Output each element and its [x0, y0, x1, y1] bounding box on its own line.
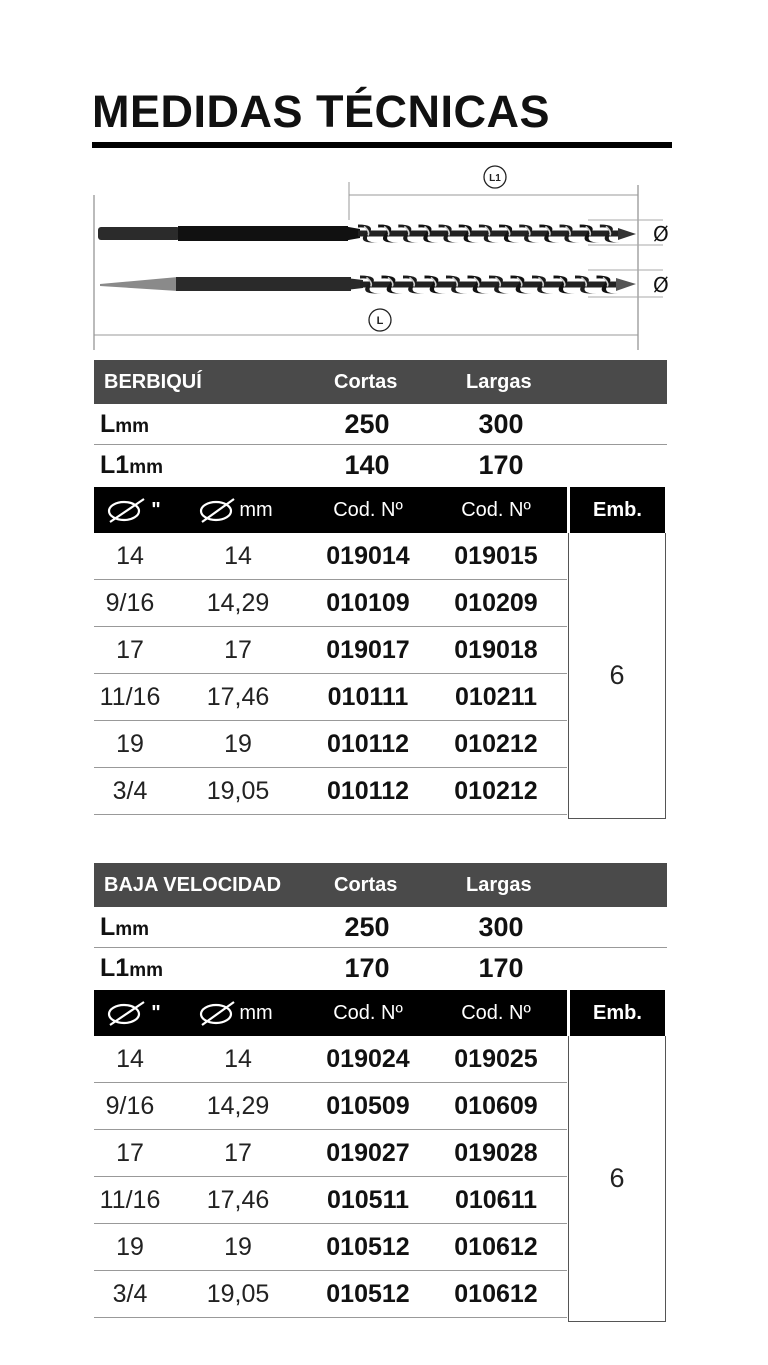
table-row	[94, 1224, 567, 1271]
inch-cell: 14	[116, 542, 144, 570]
upper-bit-neck	[343, 226, 360, 241]
emb-cell: 6	[568, 1036, 666, 1322]
diameter-icon	[106, 999, 150, 1027]
mm-cell: 14	[224, 1045, 252, 1073]
col-header-long: Largas	[466, 371, 532, 393]
mm-cell: 14,29	[206, 1092, 270, 1120]
table-row	[94, 627, 567, 674]
column-headers	[94, 990, 667, 1036]
code-long-cell: 010212	[454, 777, 538, 805]
column-headers	[94, 487, 667, 533]
code-long-cell: 010612	[454, 1233, 538, 1261]
table-row	[94, 1036, 567, 1083]
code-long-cell: 019015	[454, 542, 538, 570]
inch-header: "	[151, 499, 161, 521]
mm-header: mm	[239, 499, 273, 521]
mm-cell: 19,05	[206, 777, 270, 805]
mm-cell: 14	[224, 542, 252, 570]
code-short-cell: 010112	[326, 777, 410, 805]
table-row	[94, 533, 567, 580]
code-long-cell: 010611	[454, 1186, 538, 1214]
upper-bit-tip	[618, 228, 636, 240]
lower-bit-shank	[176, 277, 351, 291]
l1-label: L1mm	[100, 954, 163, 982]
code-long-header: Cod. Nº	[461, 499, 531, 521]
berbiqui-table	[94, 360, 667, 815]
lower-diameter-symbol: Ø	[653, 273, 669, 297]
inch-cell: 9/16	[105, 589, 155, 617]
inch-cell: 11/16	[99, 683, 161, 711]
code-short-cell: 019024	[326, 1045, 410, 1073]
upper-bit-shank-end	[98, 227, 180, 240]
drill-bit-diagram	[88, 160, 688, 355]
code-short-cell: 010109	[326, 589, 410, 617]
length-long: 300	[478, 912, 524, 942]
code-long-cell: 019028	[454, 1139, 538, 1167]
l1-row	[94, 445, 667, 485]
table-title: BAJA VELOCIDAD	[104, 874, 282, 896]
inch-cell: 17	[116, 636, 144, 664]
emb-cell: 6	[568, 533, 666, 819]
diameter-icon	[106, 496, 150, 524]
code-long-cell: 019025	[454, 1045, 538, 1073]
table-body	[94, 533, 667, 815]
code-short-cell: 010511	[326, 1186, 410, 1214]
mm-cell: 19	[224, 730, 252, 758]
mm-cell: 14,29	[206, 589, 270, 617]
code-long-cell: 010209	[454, 589, 538, 617]
length-label: Lmm	[100, 410, 150, 438]
col-header-long: Largas	[466, 874, 532, 896]
length-row	[94, 907, 667, 948]
code-short-cell: 010111	[327, 683, 409, 711]
code-long-cell: 019018	[454, 636, 538, 664]
table-header	[94, 360, 667, 404]
code-short-header: Cod. Nº	[333, 1002, 403, 1024]
upper-bit-shank	[178, 226, 348, 241]
code-short-cell: 010112	[326, 730, 410, 758]
inch-cell: 19	[116, 1233, 144, 1261]
table-row	[94, 580, 567, 627]
table-row	[94, 768, 567, 815]
l1-long: 170	[478, 450, 524, 480]
code-short-header: Cod. Nº	[333, 499, 403, 521]
table-row	[94, 721, 567, 768]
code-short-cell: 010512	[326, 1233, 410, 1261]
inch-cell: 17	[116, 1139, 144, 1167]
mm-header: mm	[239, 1002, 273, 1024]
baja-velocidad-table	[94, 863, 667, 1318]
code-short-cell: 019014	[326, 542, 410, 570]
table-header	[94, 863, 667, 907]
title-underline	[92, 142, 672, 148]
inch-cell: 9/16	[105, 1092, 155, 1120]
code-long-header: Cod. Nº	[461, 1002, 531, 1024]
length-long: 300	[478, 409, 524, 439]
mm-cell: 17,46	[206, 1186, 270, 1214]
diameter-icon	[198, 999, 238, 1027]
l1-callout-label: L1	[489, 173, 501, 184]
mm-cell: 17	[224, 636, 252, 664]
emb-header: Emb.	[570, 487, 665, 533]
code-long-cell: 010212	[454, 730, 538, 758]
code-long-cell: 010211	[454, 683, 538, 711]
length-short: 250	[344, 912, 390, 942]
mm-cell: 17,46	[206, 683, 270, 711]
length-label: Lmm	[100, 913, 150, 941]
code-short-cell: 019017	[326, 636, 410, 664]
table-row	[94, 1130, 567, 1177]
l1-label: L1mm	[100, 451, 163, 479]
table-row	[94, 674, 567, 721]
code-short-cell: 010509	[326, 1092, 410, 1120]
table-title: BERBIQUÍ	[104, 371, 202, 393]
inch-cell: 3/4	[112, 1280, 148, 1308]
length-short: 250	[344, 409, 390, 439]
lower-bit-spiral	[360, 276, 618, 294]
code-long-cell: 010609	[454, 1092, 538, 1120]
code-short-cell: 019027	[326, 1139, 410, 1167]
l1-row	[94, 948, 667, 988]
diameter-icon	[198, 496, 238, 524]
code-short-cell: 010512	[326, 1280, 410, 1308]
table-row	[94, 1177, 567, 1224]
col-header-short: Cortas	[334, 874, 398, 896]
inch-cell: 11/16	[99, 1186, 161, 1214]
lower-bit-tip	[616, 278, 636, 291]
page-title: MEDIDAS TÉCNICAS	[92, 86, 551, 137]
code-long-cell: 010612	[454, 1280, 538, 1308]
l-callout-label: L	[376, 315, 384, 327]
emb-header: Emb.	[570, 990, 665, 1036]
mm-cell: 19,05	[206, 1280, 270, 1308]
mm-cell: 17	[224, 1139, 252, 1167]
mm-cell: 19	[224, 1233, 252, 1261]
upper-bit-spiral	[358, 225, 620, 243]
l1-short: 140	[344, 450, 390, 480]
inch-cell: 14	[116, 1045, 144, 1073]
col-header-short: Cortas	[334, 371, 398, 393]
upper-diameter-symbol: Ø	[653, 222, 669, 246]
table-body	[94, 1036, 667, 1318]
table-row	[94, 1271, 567, 1318]
table-row	[94, 1083, 567, 1130]
inch-header: "	[151, 1002, 161, 1024]
inch-cell: 19	[116, 730, 144, 758]
l1-long: 170	[478, 953, 524, 983]
length-row	[94, 404, 667, 445]
l1-short: 170	[344, 953, 390, 983]
lower-bit-taper	[100, 277, 178, 291]
inch-cell: 3/4	[112, 777, 148, 805]
